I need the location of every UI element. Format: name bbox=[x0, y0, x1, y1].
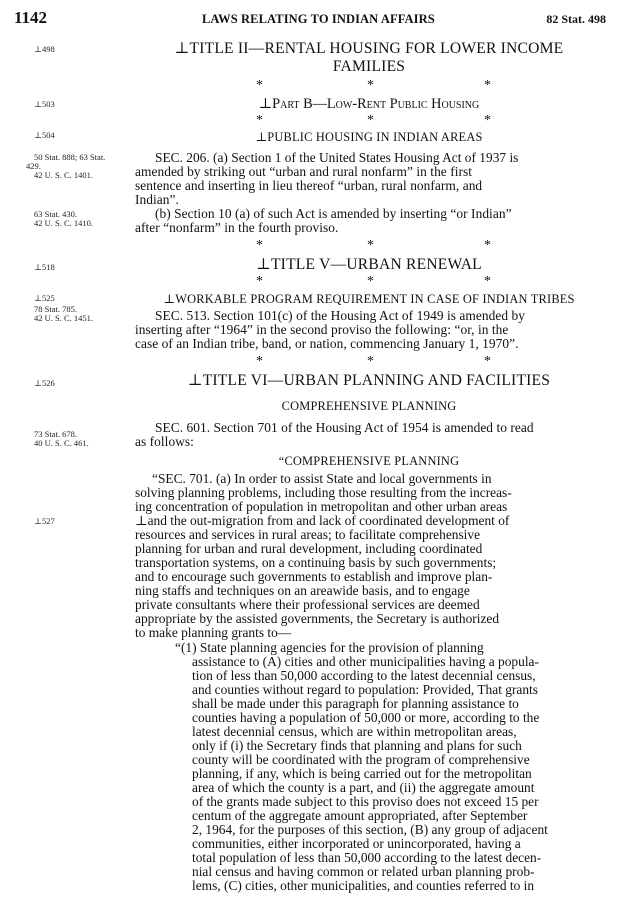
statute-reference: 82 Stat. 498 bbox=[546, 12, 606, 26]
text-line: SEC. 513. Section 101(c) of the Housing Act of 1949 is amended by bbox=[155, 308, 525, 323]
text-line: planning, if any, which is being carried out for the metropolitan bbox=[192, 766, 532, 781]
text-line: SEC. 206. (a) Section 1 of the United States Housing Act of 1937 is bbox=[155, 150, 519, 165]
star: * bbox=[367, 274, 374, 289]
text-line: amended by striking out “urban and rural nonfarm” in the first bbox=[135, 164, 473, 179]
margin-page-marker: ⊥498 bbox=[34, 44, 55, 54]
text-line: appropriate by the assisted governments, the Secretary is authorized bbox=[135, 611, 500, 626]
text-line: case of an Indian tribe, band, or nation, commencing January 1, 1970”. bbox=[135, 336, 519, 351]
star: * bbox=[256, 354, 263, 369]
text-line: SEC. 601. Section 701 of the Housing Act of 1954 is amended to read bbox=[155, 420, 534, 435]
text-line: sentence and inserting in lieu thereof “urban, rural nonfarm, and bbox=[135, 178, 483, 193]
text-line: shall be made under this paragraph for planning assistance to bbox=[192, 696, 519, 711]
title-heading: FAMILIES bbox=[332, 58, 406, 75]
star: * bbox=[367, 113, 374, 128]
page-number: 1142 bbox=[14, 8, 48, 27]
text-line: tion of less than 50,000 according to the latest decennial census, bbox=[192, 668, 536, 683]
margin-citation: 50 Stat. 888; 63 Stat. bbox=[34, 152, 106, 162]
text-line: ning staffs and techniques on an areawide basis, and to engage bbox=[135, 583, 470, 598]
margin-page-marker: ⊥504 bbox=[34, 130, 55, 140]
text-line: county will be coordinated with the program of comprehensive bbox=[192, 752, 530, 767]
text-line: transportation systems, on a continuing basis by such governments; bbox=[135, 555, 497, 570]
text-line: assistance to (A) cities and other municipalities having a popula- bbox=[192, 654, 539, 669]
margin-citation: 42 U. S. C. 1451. bbox=[34, 313, 94, 323]
text-line: lems, (C) cities, other municipalities, and counties referred to in bbox=[192, 878, 535, 893]
subsection-heading: ⊥PUBLIC HOUSING IN INDIAN AREAS bbox=[255, 130, 483, 144]
text-line: 2, 1964, for the purposes of this section, (B) any group of adjacent bbox=[192, 822, 548, 837]
margin-citation: 73 Stat. 678. bbox=[34, 429, 77, 439]
text-line: after “nonfarm” in the fourth proviso. bbox=[135, 220, 339, 235]
subsection-heading: “COMPREHENSIVE PLANNING bbox=[278, 454, 460, 468]
star: * bbox=[367, 78, 374, 93]
section-stars bbox=[135, 80, 603, 92]
title-heading: ⊥TITLE II—RENTAL HOUSING FOR LOWER INCOME bbox=[174, 40, 564, 57]
section-stars bbox=[135, 240, 603, 252]
text-line: planning for urban and rural development, including coordinated bbox=[135, 541, 483, 556]
running-title: LAWS RELATING TO INDIAN AFFAIRS bbox=[202, 12, 435, 26]
margin-citation: 63 Stat. 430. bbox=[34, 209, 77, 219]
section-stars bbox=[135, 356, 603, 368]
star: * bbox=[256, 238, 263, 253]
text-line: to make planning grants to— bbox=[135, 625, 292, 640]
star: * bbox=[484, 78, 491, 93]
text-line: centum of the aggregate amount appropriated, after September bbox=[192, 808, 528, 823]
text-line: “(1) State planning agencies for the provision of planning bbox=[175, 640, 484, 655]
star: * bbox=[256, 113, 263, 128]
star: * bbox=[256, 78, 263, 93]
subsection-heading: ⊥WORKABLE PROGRAM REQUIREMENT IN CASE OF INDIAN TRIBES bbox=[163, 292, 575, 306]
margin-citation: 429. bbox=[26, 161, 41, 171]
text-line: of the grants made subject to this proviso does not exceed 15 per bbox=[192, 794, 539, 809]
section-stars bbox=[135, 115, 603, 127]
running-header bbox=[0, 6, 624, 30]
part-heading: ⊥Part B—Low-Rent Public Housing bbox=[258, 96, 480, 112]
margin-page-marker: ⊥503 bbox=[34, 99, 55, 109]
text-line: private consultants where their professional services are deemed bbox=[135, 597, 480, 612]
margin-page-marker: ⊥526 bbox=[34, 378, 55, 388]
text-line: Indian”. bbox=[135, 192, 179, 207]
section-stars bbox=[135, 276, 603, 288]
margin-citation: 42 U. S. C. 1410. bbox=[34, 218, 94, 228]
text-line: latest decennial census, which are within metropolitan areas, bbox=[192, 724, 517, 739]
star: * bbox=[484, 113, 491, 128]
star: * bbox=[367, 354, 374, 369]
text-line: as follows: bbox=[135, 434, 194, 449]
star: * bbox=[367, 238, 374, 253]
star: * bbox=[484, 354, 491, 369]
star: * bbox=[484, 274, 491, 289]
text-line: nial census and having common or related urban planning prob- bbox=[192, 864, 535, 879]
text-line: ing concentration of population in metropolitan and other urban areas bbox=[135, 499, 508, 514]
text-line: and counties without regard to population: Provided, That grants bbox=[192, 682, 538, 697]
star: * bbox=[484, 238, 491, 253]
subsection-heading: COMPREHENSIVE PLANNING bbox=[281, 399, 457, 413]
text-line: inserting after “1964” in the second proviso the following: “or, in the bbox=[135, 322, 509, 337]
text-line: total population of less than 50,000 according to the latest decen- bbox=[192, 850, 542, 865]
text-line: “SEC. 701. (a) In order to assist State and local governments in bbox=[152, 471, 492, 486]
star: * bbox=[256, 274, 263, 289]
text-line: area of which the county is a part, and (ii) the aggregate amount bbox=[192, 780, 535, 795]
margin-citation: 42 U. S. C. 1401. bbox=[34, 170, 94, 180]
title-heading: ⊥TITLE VI—URBAN PLANNING AND FACILITIES bbox=[187, 372, 551, 389]
text-line: and to encourage such governments to establish and improve plan- bbox=[135, 569, 493, 584]
margin-citation: 78 Stat. 785. bbox=[34, 304, 77, 314]
text-line: only if (i) the Secretary finds that planning and plans for such bbox=[192, 738, 522, 753]
text-line: communities, either incorporated or unincorporated, having a bbox=[192, 836, 521, 851]
text-line: resources and services in rural areas; to facilitate comprehensive bbox=[135, 527, 481, 542]
margin-citation: 40 U. S. C. 461. bbox=[34, 438, 89, 448]
title-heading: ⊥TITLE V—URBAN RENEWAL bbox=[256, 256, 482, 273]
margin-page-marker: ⊥525 bbox=[34, 293, 55, 303]
text-line: counties having a population of 50,000 or more, according to the bbox=[192, 710, 540, 725]
margin-page-marker: ⊥527 bbox=[34, 516, 55, 526]
text-line: (b) Section 10 (a) of such Act is amended by inserting “or Indian” bbox=[155, 206, 512, 221]
text-line: solving planning problems, including those resulting from the increas- bbox=[135, 485, 512, 500]
margin-page-marker: ⊥518 bbox=[34, 262, 55, 272]
text-line: ⊥and the out-migration from and lack of coordinated development of bbox=[135, 513, 510, 528]
